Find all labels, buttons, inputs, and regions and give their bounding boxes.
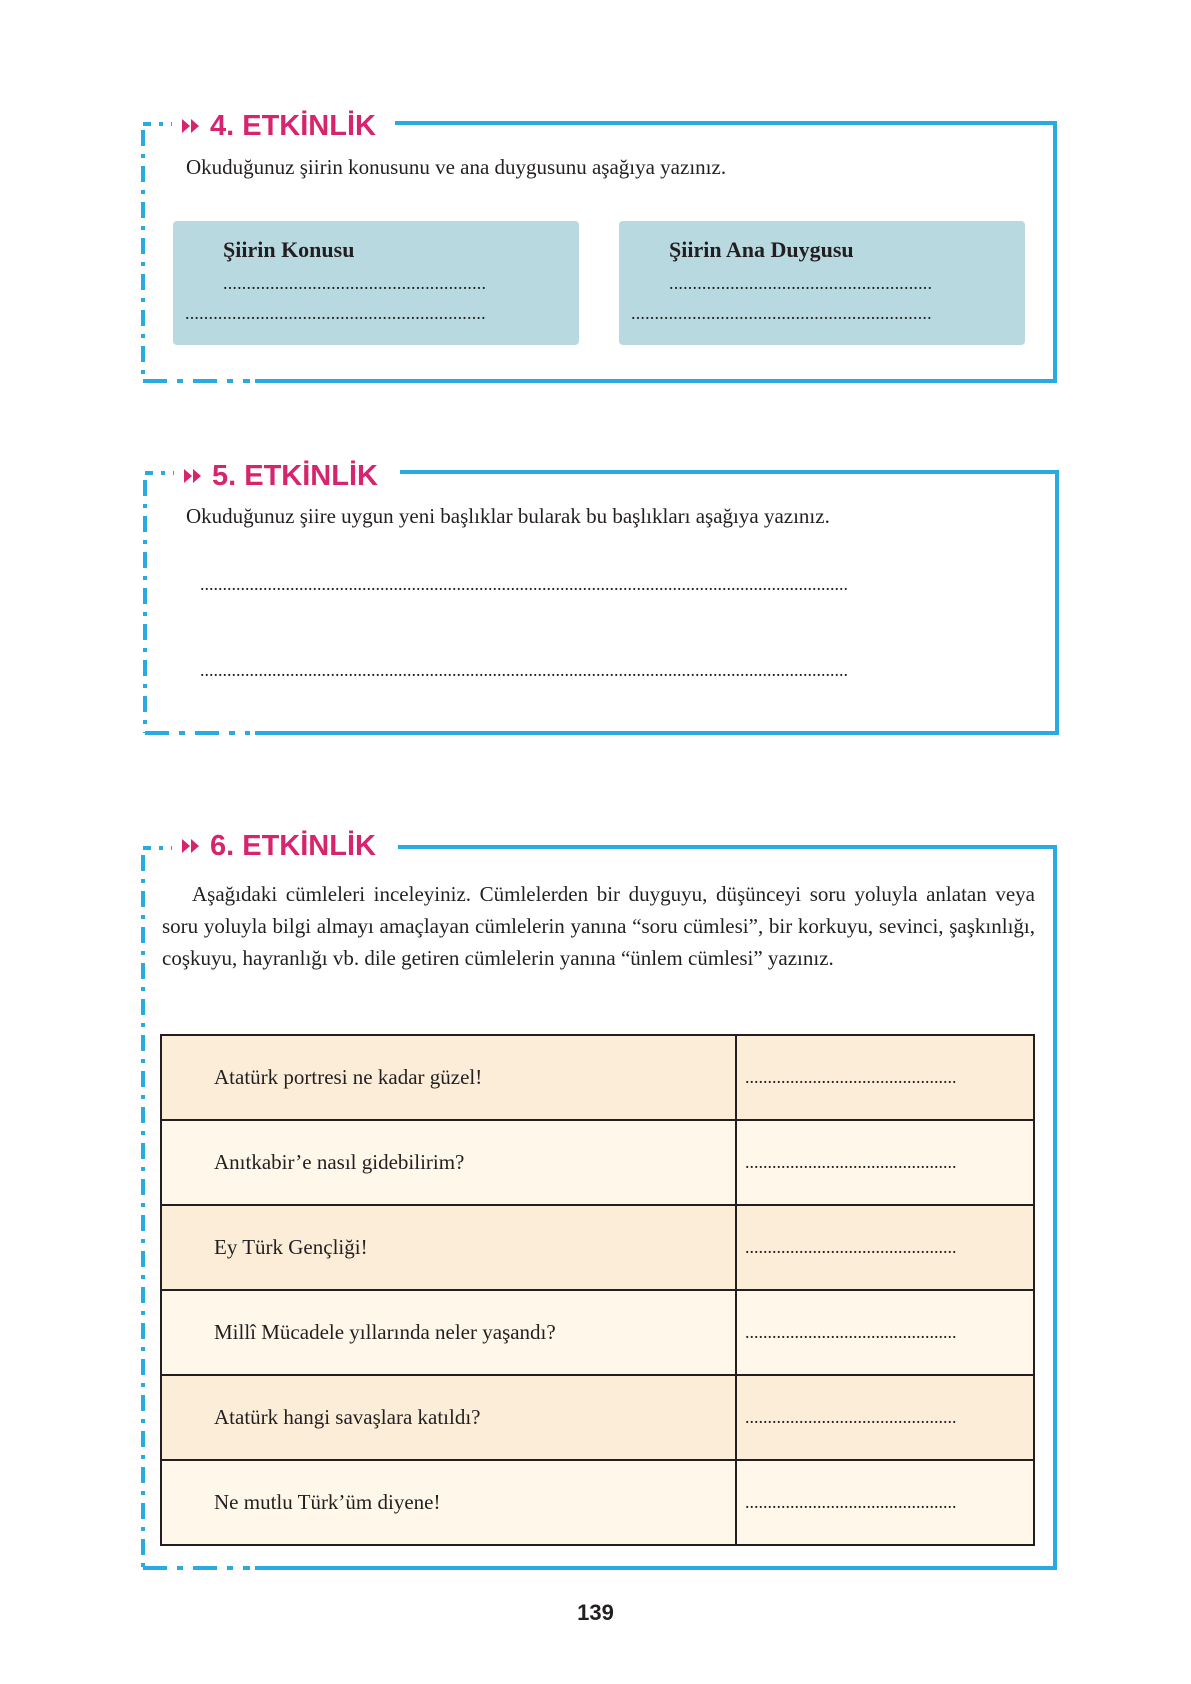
title-answer-line-2[interactable]: ................................................................................................................................................ — [200, 660, 848, 680]
table-row — [161, 1290, 1034, 1375]
sentence-cell: Atatürk portresi ne kadar güzel! — [161, 1035, 736, 1120]
emotion-answer-line-2[interactable]: ................................................................ — [631, 303, 932, 323]
table-row — [161, 1205, 1034, 1290]
double-arrow-icon — [182, 839, 200, 853]
emotion-answer-line-1[interactable]: ........................................................ — [669, 273, 933, 293]
activity-5-instruction: Okuduğunuz şiire uygun yeni başlıklar bularak bu başlıkları aşağıya yazınız. — [186, 504, 830, 528]
table-row — [161, 1460, 1034, 1545]
page-number: 139 — [577, 1600, 614, 1625]
table-row — [161, 1120, 1034, 1205]
activity-6-instruction: Aşağıdaki cümleleri inceleyiniz. Cümlelerden bir duyguyu, düşünceyi soru yoluyla anlatan veya soru yoluyla bilgi almayı amaçlayan cümlelerin yanına “soru cümlesi”, bir korkuyu, sevinci, şaşkınlığı, coşkuyu, hayranlığı vb. dile getiren cümlelerin yanına “ünlem cümlesi” yazınız. — [162, 882, 1035, 970]
topic-answer-line-2[interactable]: ................................................................ — [185, 303, 486, 323]
table-row — [161, 1035, 1034, 1120]
sentence-cell: Atatürk hangi savaşlara katıldı? — [161, 1375, 736, 1460]
sentence-cell: Ey Türk Gençliği! — [161, 1205, 736, 1290]
sentence-table — [160, 1034, 1035, 1546]
sentence-cell: Anıtkabir’e nasıl gidebilirim? — [161, 1120, 736, 1205]
activity-6-title — [176, 828, 386, 864]
answer-blank[interactable]: ............................................... — [736, 1375, 1034, 1460]
activity-6-title-text: 6. ETKİNLİK — [210, 830, 376, 862]
activity-4-instruction: Okuduğunuz şiirin konusunu ve ana duygusunu aşağıya yazınız. — [186, 155, 727, 179]
answer-blank[interactable]: ............................................... — [736, 1035, 1034, 1120]
sentence-cell: Millî Mücadele yıllarında neler yaşandı? — [161, 1290, 736, 1375]
sentence-cell: Ne mutlu Türk’üm diyene! — [161, 1460, 736, 1545]
activity-4-title-text: 4. ETKİNLİK — [210, 110, 376, 142]
answer-blank[interactable]: ............................................... — [736, 1290, 1034, 1375]
table-row — [161, 1375, 1034, 1460]
answer-blank[interactable]: ............................................... — [736, 1460, 1034, 1545]
topic-box-heading: Şiirin Konusu — [223, 237, 355, 262]
activity-5-title-text: 5. ETKİNLİK — [212, 460, 378, 492]
answer-blank[interactable]: ............................................... — [736, 1205, 1034, 1290]
topic-answer-line-1[interactable]: ........................................................ — [223, 273, 487, 293]
answer-blank[interactable]: ............................................... — [736, 1120, 1034, 1205]
title-answer-line-1[interactable]: ................................................................................................................................................ — [200, 574, 848, 594]
emotion-box-heading: Şiirin Ana Duygusu — [669, 237, 854, 262]
